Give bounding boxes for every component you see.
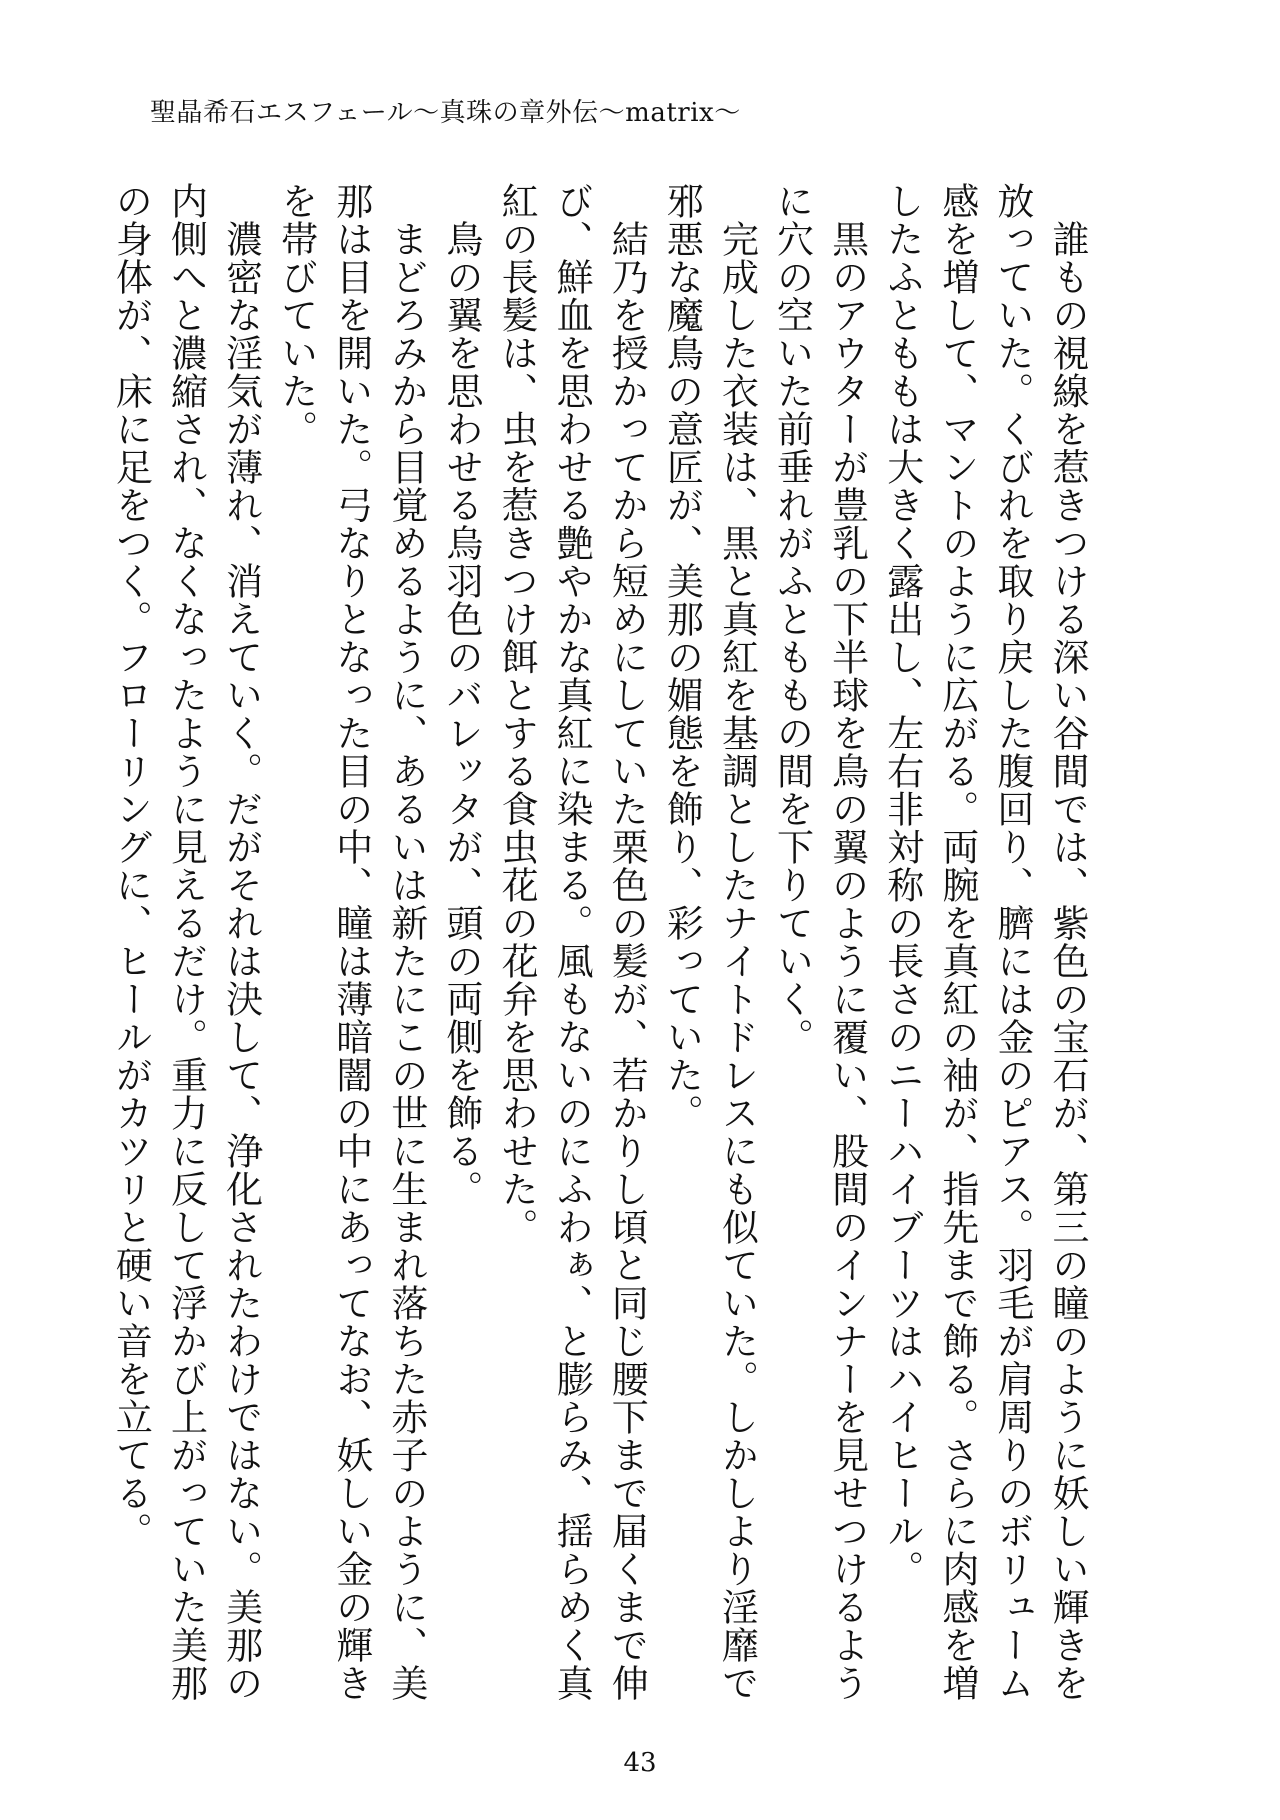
text-line: の身体が、床に足をつく。フローリングに、ヒールがカツリと硬い音を立てる。: [109, 182, 153, 1550]
text-line: 鳥の翼を思わせる烏羽色のバレッタが、頭の両側を飾る。: [439, 182, 483, 1208]
text-line: 感を増して、マントのように広がる。両腕を真紅の袖が、指先まで飾る。さらに肉感を増: [935, 182, 979, 1702]
running-header: 聖晶希石エスフェール〜真珠の章外伝〜matrix〜: [150, 98, 741, 128]
text-line: び、鮮血を思わせる艶やかな真紅に染まる。風もないのにふわぁ、と膨らみ、揺らめく真: [550, 182, 594, 1702]
page-number: 43: [623, 1748, 657, 1778]
text-line: 誰もの視線を惹きつける深い谷間では、紫色の宝石が、第三の瞳のように妖しい輝きを: [1046, 182, 1089, 1702]
text-line: まどろみから目覚めるように、あるいは新たにこの世に生まれ落ちた赤子のように、美: [384, 182, 428, 1702]
text-line: 邪悪な魔鳥の意匠が、美那の媚態を飾り、彩っていた。: [660, 182, 704, 1132]
text-line: を帯びていた。: [274, 182, 318, 448]
text-line: 那は目を開いた。弓なりとなった目の中、瞳は薄暗闇の中にあってなお、妖しい金の輝き: [329, 182, 373, 1702]
text-line: 黒のアウターが豊乳の下半球を鳥の翼のように覆い、股間のインナーを見せつけるよう: [825, 182, 869, 1702]
text-line: 内側へと濃縮され、なくなったように見えるだけ。重力に反して浮かび上がっていた美那: [164, 182, 208, 1702]
text-line: したふとももは大きく露出し、左右非対称の長さのニーハイブーツはハイヒール。: [880, 182, 924, 1588]
text-line: 結乃を授かってから短めにしていた栗色の髪が、若かりし頃と同じ腰下まで届くまで伸: [605, 182, 649, 1702]
text-line: 紅の長髪は、虫を惹きつけ餌とする食虫花の花弁を思わせた。: [495, 182, 539, 1246]
text-line: 完成した衣装は、黒と真紅を基調としたナイトドレスにも似ていた。しかしより淫靡で: [715, 182, 759, 1702]
vertical-body-text: [103, 182, 1095, 1712]
text-line: 放っていた。くびれを取り戻した腹回り、臍には金のピアス。羽毛が肩周りのボリューム: [990, 182, 1034, 1702]
text-line: 濃密な淫気が薄れ、消えていく。だがそれは決して、浄化されたわけではない。美那の: [219, 182, 263, 1702]
text-line: に穴の空いた前垂れがふとももの間を下りていく。: [770, 182, 814, 1056]
